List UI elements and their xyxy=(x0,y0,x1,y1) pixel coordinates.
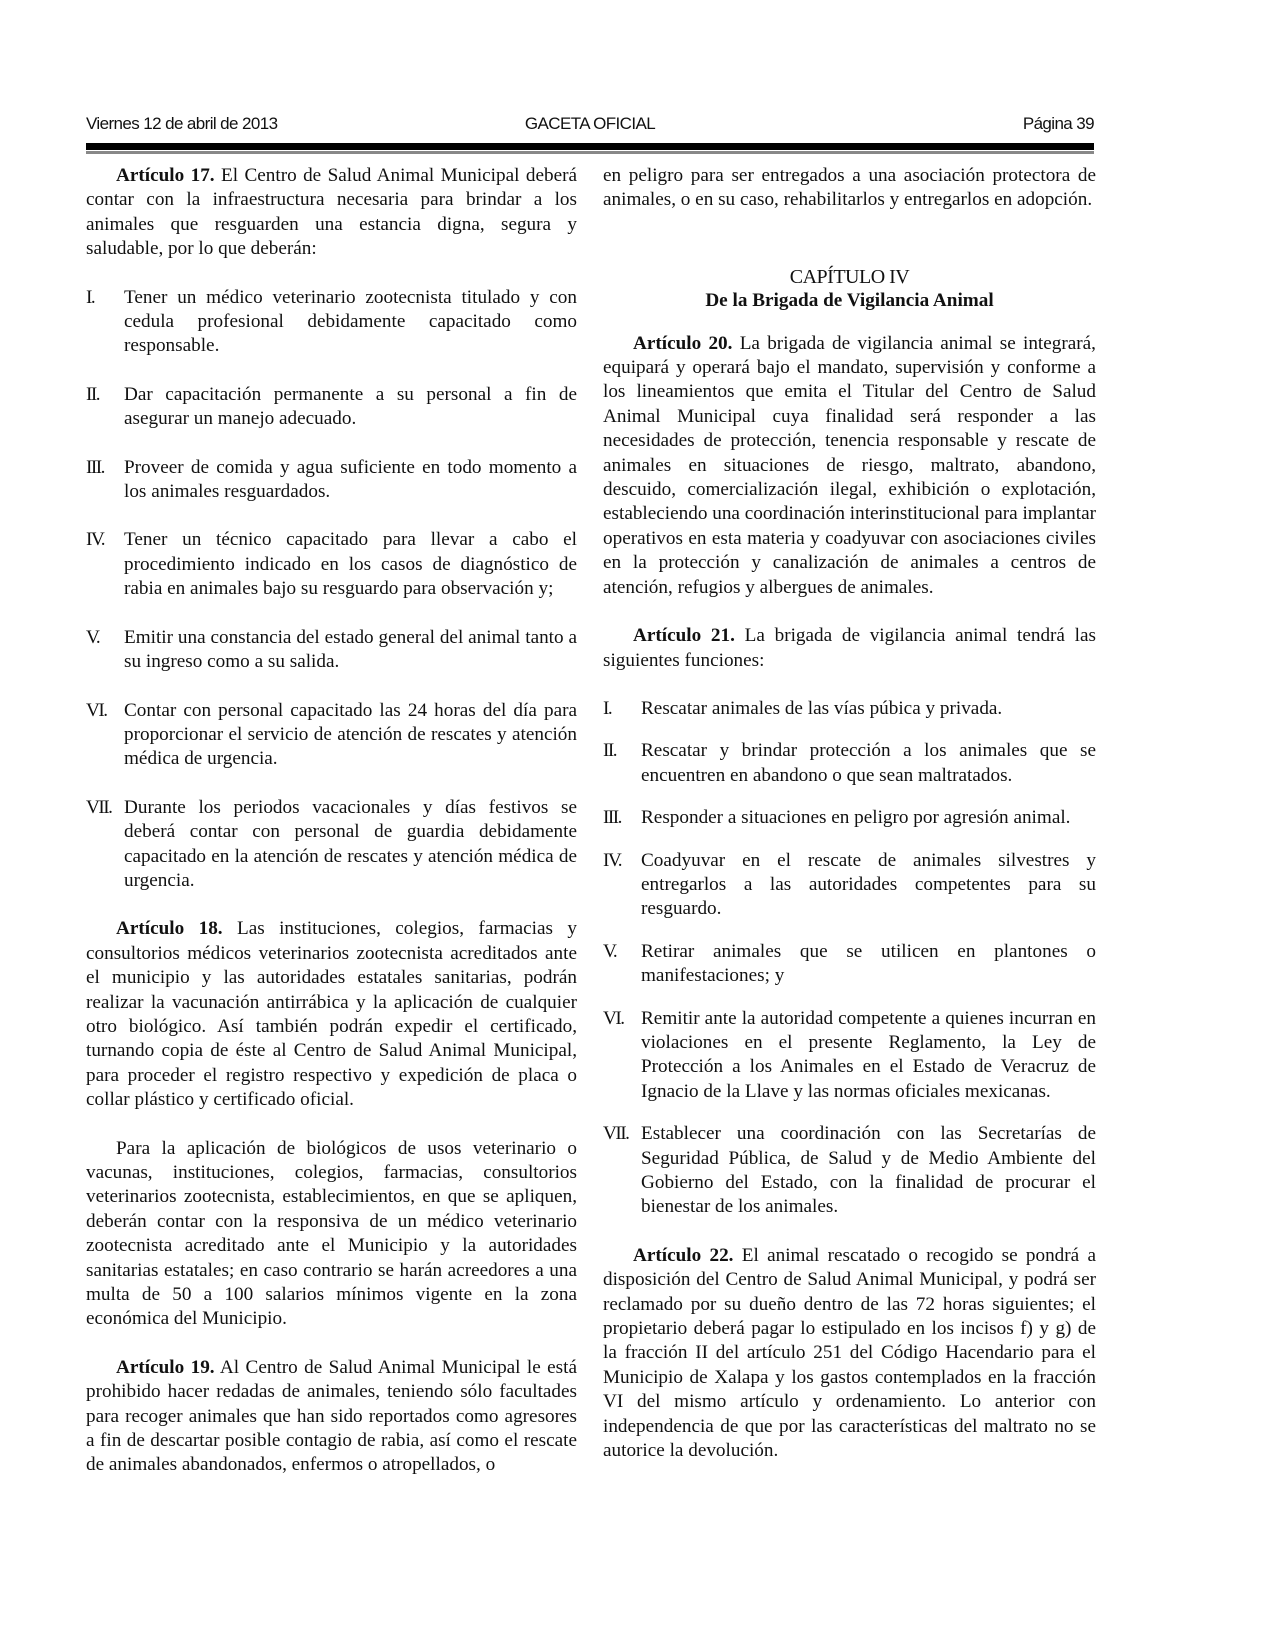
header-rule-thick xyxy=(86,143,1094,150)
header-publication: GACETA OFICIAL xyxy=(524,114,656,133)
list-item-text: Establecer una coordinación con las Secretarías de Seguridad Pública, de Salud y de Medio Ambiente del Gobierno del Estado, con la finalidad de procurar el bienestar de los animales. xyxy=(641,1123,1096,1218)
list-item xyxy=(603,1122,1096,1220)
list-item-number: II. xyxy=(86,383,100,405)
list-item-text: Contar con personal capacitado las 24 horas del día para proporcionar el servicio de atención de rescates y atención médica de urgencia. xyxy=(124,699,577,770)
chapter-title: CAPÍTULO IV xyxy=(789,265,910,288)
article-20-text: La brigada de vigilancia animal se integrará, equipará y operará bajo el mandato, supervisión y conforme a los lineamientos que emita el Titular del Centro de Salud Animal Municipal cuya finalidad será responder a las necesidades de protección, tenencia responsable y rescate de animales en situaciones de riesgo, maltrato, abandono, descuido, comercialización ilegal, exhibición o explotación, estableciendo una coordinación interinstitucional para implantar operativos en esta materia y coadyuvar con asociaciones civiles en la protección y canalización de animales a centros de atención, refugios y albergues de animales. xyxy=(603,332,1096,598)
list-item xyxy=(603,1007,1096,1105)
header-date: Viernes 12 de abril de 2013 xyxy=(86,114,278,133)
list-item-text: Coadyuvar en el rescate de animales silvestres y entregarlos a las autoridades competentes para su resguardo. xyxy=(641,849,1096,920)
list-item-text: Tener un médico veterinario zootecnista titulado y con cedula profesional debidamente capacitado como responsable. xyxy=(124,286,577,357)
list-item-number: IV. xyxy=(86,529,105,551)
article-18-text: Las instituciones, colegios, farmacias y consultorios médicos veterinarios zootecnista acreditados ante el municipio y las autoridades estatales sanitarias, podrán realizar la vacunación antirrábica y la aplicación de cualquier otro biológico. Así también podrán expedir el certificado, turnando copia de éste al Centro de Salud Animal Municipal, para proceder el registro respectivo y expedición de placa o collar plástico y certificado oficial. xyxy=(86,918,577,1111)
list-item-text: Rescatar y brindar protección a los animales que se encuentren en abandono o que sean maltratados. xyxy=(641,740,1096,786)
article-18-label: Artículo 18. xyxy=(116,918,223,940)
list-item xyxy=(86,383,577,432)
article-21-text: La brigada de vigilancia animal tendrá las siguientes funciones: xyxy=(603,625,1096,671)
list-item xyxy=(603,940,1096,989)
article-19-text: Al Centro de Salud Animal Municipal le está prohibido hacer redadas de animales, teniendo sólo facultades para recoger animales que han sido reportados como agresores a fin de descartar posible contagio de rabia, así como el rescate de animales abandonados, enfermos o atropellados, o xyxy=(86,1356,577,1476)
list-item-text: Tener un técnico capacitado para llevar a cabo el procedimiento indicado en los casos de diagnóstico de rabia en animales bajo su resguardo para observación y; xyxy=(124,529,577,600)
list-item-number: IV. xyxy=(603,849,622,871)
article-22-label: Artículo 22. xyxy=(633,1244,734,1266)
list-item-number: VII. xyxy=(86,796,112,818)
header-page-number: Página 39 xyxy=(1022,114,1094,133)
article-20-label: Artículo 20. xyxy=(633,332,733,354)
list-item-number: VI. xyxy=(86,699,107,721)
list-item-text: Dar capacitación permanente a su personal a fin de asegurar un manejo adecuado. xyxy=(124,383,577,430)
article-17 xyxy=(86,164,577,262)
list-item-number: III. xyxy=(86,456,104,478)
list-item-number: V. xyxy=(86,626,100,648)
article-22 xyxy=(603,1244,1096,1464)
left-column xyxy=(86,164,577,1478)
list-item-text: Durante los periodos vacacionales y días festivos se deberá contar con personal de guardia debidamente capacitado en la atención de rescates y atención médica de urgencia. xyxy=(124,796,577,891)
page-header xyxy=(86,108,1094,136)
article-21-label: Artículo 21. xyxy=(633,625,735,647)
list-item-number: V. xyxy=(603,940,617,962)
list-item xyxy=(86,699,577,772)
list-item-number: VII. xyxy=(603,1123,629,1145)
article-18-paragraph-2: Para la aplicación de biológicos de usos veterinario o vacunas, instituciones, colegios, farmacias, consultorios veterinarios zootecnista, establecimientos, en que se apliquen, deberán contar con la responsiva de un médico veterinario zootecnista acreditado ante el Municipio y la autoridades sanitarias estatales; en caso contrario se harán acreedores a una multa de 50 a 100 salarios mínimos vigente en la zona económica del Municipio. xyxy=(86,1137,577,1330)
list-item-text: Rescatar animales de las vías púbica y privada. xyxy=(641,697,1003,719)
list-item xyxy=(86,626,577,675)
chapter-subtitle: De la Brigada de Vigilancia Animal xyxy=(705,290,994,312)
right-column xyxy=(603,164,1096,1463)
list-item-text: Responder a situaciones en peligro por agresión animal. xyxy=(641,807,1071,829)
list-item-number: VI. xyxy=(603,1007,624,1029)
list-item-text: Proveer de comida y agua suficiente en todo momento a los animales resguardados. xyxy=(124,456,577,503)
list-item-text: Retirar animales que se utilicen en plantones o manifestaciones; y xyxy=(641,940,1096,987)
list-item-number: I. xyxy=(603,697,612,719)
list-item xyxy=(86,796,577,894)
list-item xyxy=(603,849,1096,922)
list-item xyxy=(603,806,1096,830)
list-item-text: Remitir ante la autoridad competente a quienes incurran en violaciones en el presente Reglamento, la Ley de Protección a los Animales en el Estado de Veracruz de Ignacio de la Llave y las normas oficiales mexicanas. xyxy=(641,1007,1096,1102)
article-21 xyxy=(603,624,1096,673)
article-19-label: Artículo 19. xyxy=(116,1356,215,1378)
article-18 xyxy=(86,917,577,1112)
article-22-text: El animal rescatado o recogido se pondrá a disposición del Centro de Salud Animal Municipal, y podrá ser reclamado por su dueño dentro de las 72 horas siguientes; el propietario deberá pagar lo estipulado en los incisos f) y g) de la fracción II del artículo 251 del Código Hacendario para el Municipio de Xalapa y los gastos contemplados en la fracción VI del mismo artículo y ordenamiento. Lo anterior con independencia de que por las características del maltrato no se autorice la devolución. xyxy=(603,1244,1096,1462)
list-item-number: II. xyxy=(603,740,617,762)
article-20 xyxy=(603,332,1096,600)
article-17-label: Artículo 17. xyxy=(116,165,215,186)
list-item xyxy=(603,697,1096,721)
list-item xyxy=(603,739,1096,788)
list-item-number: III. xyxy=(603,807,621,829)
list-item-number: I. xyxy=(86,286,95,308)
article-17-text: El Centro de Salud Animal Municipal deberá contar con la infraestructura necesaria para brindar a los animales que resguarden una estancia digna, segura y saludable, por lo que deberán: xyxy=(86,165,577,260)
list-item xyxy=(86,528,577,601)
list-item-text: Emitir una constancia del estado general del animal tanto a su ingreso como a su salida. xyxy=(124,626,577,673)
article-19-continued: en peligro para ser entregados a una asociación protectora de animales, o en su caso, rehabilitarlos y entregarlos en adopción. xyxy=(603,165,1096,211)
list-item xyxy=(86,456,577,505)
header-rule-thin xyxy=(86,151,1094,154)
chapter-heading xyxy=(603,265,1096,314)
list-item xyxy=(86,286,577,359)
article-19 xyxy=(86,1356,577,1478)
